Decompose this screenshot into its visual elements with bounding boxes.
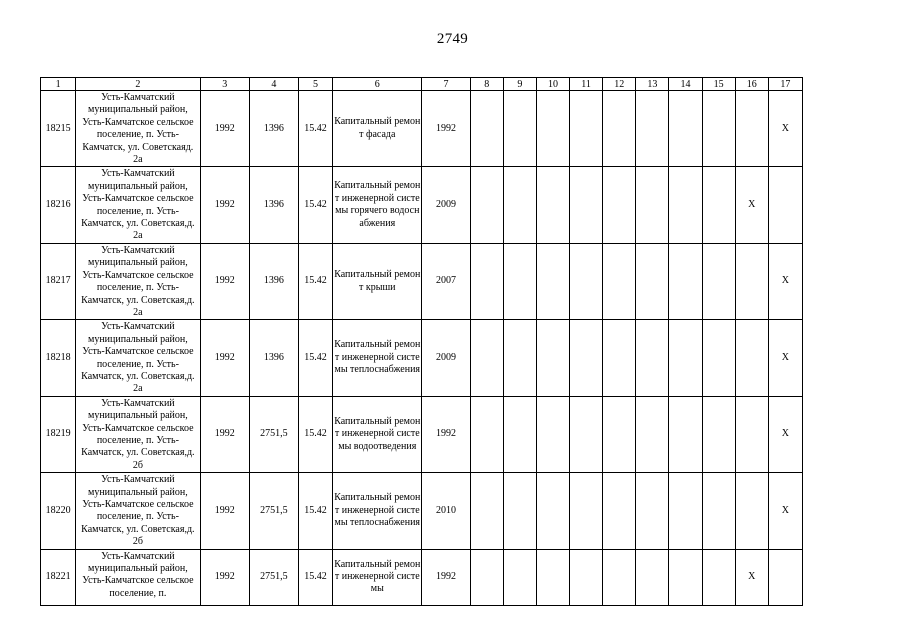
row-c15 <box>702 91 735 167</box>
row-c11 <box>570 473 603 549</box>
row-c17: X <box>768 320 802 396</box>
row-col7: 1992 <box>422 396 470 472</box>
row-c10 <box>536 167 569 243</box>
row-c10 <box>536 91 569 167</box>
row-c12 <box>603 473 636 549</box>
row-c14 <box>669 320 702 396</box>
row-c14 <box>669 167 702 243</box>
header-cell: 4 <box>249 78 298 91</box>
row-c12 <box>603 167 636 243</box>
row-id: 18215 <box>41 91 76 167</box>
row-c16: X <box>735 167 768 243</box>
row-c13 <box>636 91 669 167</box>
row-col7: 2010 <box>422 473 470 549</box>
row-col7: 2009 <box>422 167 470 243</box>
row-c13 <box>636 320 669 396</box>
row-c8 <box>470 396 503 472</box>
header-cell: 8 <box>470 78 503 91</box>
header-cell: 14 <box>669 78 702 91</box>
row-c10 <box>536 473 569 549</box>
table-row <box>41 396 803 472</box>
header-cell: 10 <box>536 78 569 91</box>
row-c17: X <box>768 473 802 549</box>
row-work-type: Капитальный ремонт инженерной системы водоотведения <box>333 396 422 472</box>
row-c12 <box>603 243 636 319</box>
header-cell: 13 <box>636 78 669 91</box>
row-id: 18220 <box>41 473 76 549</box>
row-c10 <box>536 243 569 319</box>
page-number: 2749 <box>436 31 469 47</box>
row-c16 <box>735 91 768 167</box>
row-work-type: Капитальный ремонт фасада <box>333 91 422 167</box>
row-c13 <box>636 396 669 472</box>
header-cell: 9 <box>503 78 536 91</box>
row-address: Усть-Камчатский муниципальный район, Усть-Камчатское сельское поселение, п. <box>76 549 200 605</box>
row-id: 18216 <box>41 167 76 243</box>
row-col3: 1992 <box>200 396 249 472</box>
row-col7: 2009 <box>422 320 470 396</box>
row-address: Усть-Камчатский муниципальный район, Усть-Камчатское сельское поселение, п. Усть-Камчатск, ул. Советскаяд. 2а <box>76 91 200 167</box>
row-c8 <box>470 167 503 243</box>
row-c9 <box>503 243 536 319</box>
table-row <box>41 167 803 243</box>
repair-registry-table <box>40 77 803 606</box>
row-col4: 1396 <box>249 91 298 167</box>
row-c8 <box>470 243 503 319</box>
row-c9 <box>503 473 536 549</box>
row-col3: 1992 <box>200 243 249 319</box>
row-c9 <box>503 91 536 167</box>
row-work-type: Капитальный ремонт крыши <box>333 243 422 319</box>
header-cell: 6 <box>333 78 422 91</box>
row-c11 <box>570 91 603 167</box>
row-col5: 15.42 <box>298 473 332 549</box>
row-col3: 1992 <box>200 91 249 167</box>
row-c8 <box>470 320 503 396</box>
row-c12 <box>603 396 636 472</box>
row-c11 <box>570 167 603 243</box>
row-c12 <box>603 91 636 167</box>
row-col3: 1992 <box>200 549 249 605</box>
row-c11 <box>570 549 603 605</box>
row-c11 <box>570 320 603 396</box>
row-col4: 1396 <box>249 320 298 396</box>
row-address: Усть-Камчатский муниципальный район, Усть-Камчатское сельское поселение, п. Усть-Камчатск, ул. Советская,д. 2б <box>76 473 200 549</box>
row-col4: 2751,5 <box>249 396 298 472</box>
row-work-type: Капитальный ремонт инженерной системы <box>333 549 422 605</box>
row-c17: X <box>768 396 802 472</box>
row-c9 <box>503 396 536 472</box>
row-c8 <box>470 473 503 549</box>
row-c12 <box>603 320 636 396</box>
header-cell: 11 <box>570 78 603 91</box>
row-c9 <box>503 167 536 243</box>
row-col3: 1992 <box>200 473 249 549</box>
header-cell: 12 <box>603 78 636 91</box>
row-c14 <box>669 243 702 319</box>
table-row <box>41 243 803 319</box>
row-c13 <box>636 167 669 243</box>
row-c9 <box>503 549 536 605</box>
row-col5: 15.42 <box>298 320 332 396</box>
row-col7: 1992 <box>422 91 470 167</box>
row-c8 <box>470 91 503 167</box>
table-row <box>41 473 803 549</box>
row-address: Усть-Камчатский муниципальный район, Усть-Камчатское сельское поселение, п. Усть-Камчатск, ул. Советская,д. 2б <box>76 396 200 472</box>
header-cell: 17 <box>768 78 802 91</box>
row-c17: X <box>768 91 802 167</box>
row-c15 <box>702 396 735 472</box>
header-cell: 7 <box>422 78 470 91</box>
row-c17 <box>768 549 802 605</box>
row-address: Усть-Камчатский муниципальный район, Усть-Камчатское сельское поселение, п. Усть-Камчатск, ул. Советская,д. 2а <box>76 320 200 396</box>
row-col5: 15.42 <box>298 549 332 605</box>
row-col4: 1396 <box>249 167 298 243</box>
row-work-type: Капитальный ремонт инженерной системы теплоснабжения <box>333 320 422 396</box>
row-col5: 15.42 <box>298 243 332 319</box>
row-c11 <box>570 396 603 472</box>
row-id: 18218 <box>41 320 76 396</box>
header-cell: 3 <box>200 78 249 91</box>
header-cell: 1 <box>41 78 76 91</box>
row-col7: 2007 <box>422 243 470 319</box>
row-c8 <box>470 549 503 605</box>
row-c13 <box>636 549 669 605</box>
row-c16 <box>735 396 768 472</box>
table-row <box>41 91 803 167</box>
row-c17 <box>768 167 802 243</box>
row-id: 18221 <box>41 549 76 605</box>
row-address: Усть-Камчатский муниципальный район, Усть-Камчатское сельское поселение, п. Усть-Камчатск, ул. Советская,д. 2а <box>76 167 200 243</box>
row-c10 <box>536 396 569 472</box>
row-c16 <box>735 320 768 396</box>
row-work-type: Капитальный ремонт инженерной системы теплоснабжения <box>333 473 422 549</box>
row-c14 <box>669 473 702 549</box>
row-c15 <box>702 320 735 396</box>
row-id: 18219 <box>41 396 76 472</box>
row-c16 <box>735 473 768 549</box>
row-c14 <box>669 549 702 605</box>
table-row <box>41 320 803 396</box>
header-cell: 16 <box>735 78 768 91</box>
row-c10 <box>536 320 569 396</box>
row-c14 <box>669 91 702 167</box>
row-c16 <box>735 243 768 319</box>
row-address: Усть-Камчатский муниципальный район, Усть-Камчатское сельское поселение, п. Усть-Камчатск, ул. Советская,д. 2а <box>76 243 200 319</box>
table-row <box>41 549 803 605</box>
row-col7: 1992 <box>422 549 470 605</box>
row-col5: 15.42 <box>298 91 332 167</box>
row-c14 <box>669 396 702 472</box>
row-c9 <box>503 320 536 396</box>
row-col3: 1992 <box>200 167 249 243</box>
row-c16: X <box>735 549 768 605</box>
row-col4: 2751,5 <box>249 473 298 549</box>
header-cell: 15 <box>702 78 735 91</box>
row-c15 <box>702 167 735 243</box>
row-c12 <box>603 549 636 605</box>
row-col4: 1396 <box>249 243 298 319</box>
row-c10 <box>536 549 569 605</box>
header-cell: 2 <box>76 78 200 91</box>
row-c13 <box>636 243 669 319</box>
row-col4: 2751,5 <box>249 549 298 605</box>
row-col5: 15.42 <box>298 167 332 243</box>
row-work-type: Капитальный ремонт инженерной системы горячего водоснабжения <box>333 167 422 243</box>
header-cell: 5 <box>298 78 332 91</box>
row-c11 <box>570 243 603 319</box>
row-col5: 15.42 <box>298 396 332 472</box>
row-c15 <box>702 243 735 319</box>
row-col3: 1992 <box>200 320 249 396</box>
row-c15 <box>702 473 735 549</box>
row-c13 <box>636 473 669 549</box>
row-c17: X <box>768 243 802 319</box>
row-c15 <box>702 549 735 605</box>
header-row <box>41 78 803 91</box>
row-id: 18217 <box>41 243 76 319</box>
